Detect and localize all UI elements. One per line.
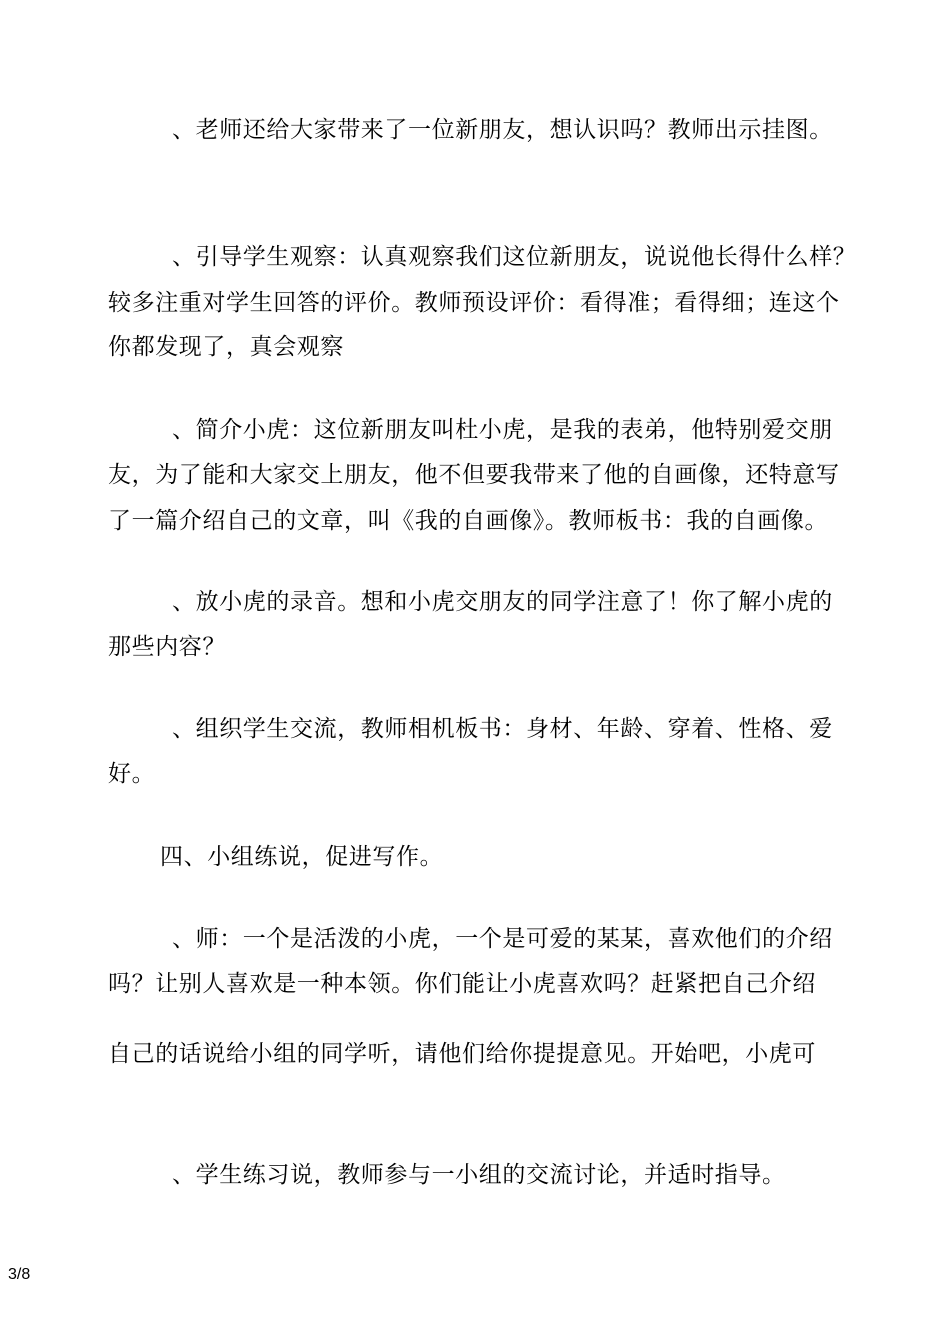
paragraph-line: 、简介小虎：这位新朋友叫杜小虎，是我的表弟，他特别爱交朋 <box>172 417 833 443</box>
page-number: 3/8 <box>8 1266 31 1283</box>
paragraph-line: 你都发现了，真会观察 <box>108 334 344 360</box>
paragraph-line: 了一篇介绍自己的文章，叫《我的自画像》。教师板书：我的自画像。 <box>108 508 829 534</box>
paragraph-line: 、放小虎的录音。想和小虎交朋友的同学注意了！你了解小虎的 <box>172 589 833 615</box>
paragraph-line: 、学生练习说，教师参与一小组的交流讨论，并适时指导。 <box>172 1162 786 1188</box>
paragraph-line: 、引导学生观察：认真观察我们这位新朋友，说说他长得什么样？ <box>172 244 857 270</box>
section-heading: 四、小组练说，促进写作。 <box>160 844 444 870</box>
paragraph-line: 好。 <box>108 761 156 787</box>
paragraph-line: 、老师还给大家带来了一位新朋友，想认识吗？教师出示挂图。 <box>172 117 833 143</box>
paragraph-line: 自己的话说给小组的同学听，请他们给你提提意见。开始吧，小虎可 <box>108 1041 816 1067</box>
paragraph-line: 那些内容？ <box>108 634 226 660</box>
paragraph-line: 吗？让别人喜欢是一种本领。你们能让小虎喜欢吗？赶紧把自己介绍 <box>108 971 816 997</box>
paragraph-line: 、组织学生交流，教师相机板书：身材、年龄、穿着、性格、爱 <box>172 716 833 742</box>
paragraph-line: 友，为了能和大家交上朋友，他不但要我带来了他的自画像，还特意写 <box>108 462 840 488</box>
paragraph-line: 较多注重对学生回答的评价。教师预设评价：看得准；看得细；连这个 <box>108 290 840 316</box>
paragraph-line: 、师：一个是活泼的小虎，一个是可爱的某某，喜欢他们的介绍 <box>172 926 833 952</box>
